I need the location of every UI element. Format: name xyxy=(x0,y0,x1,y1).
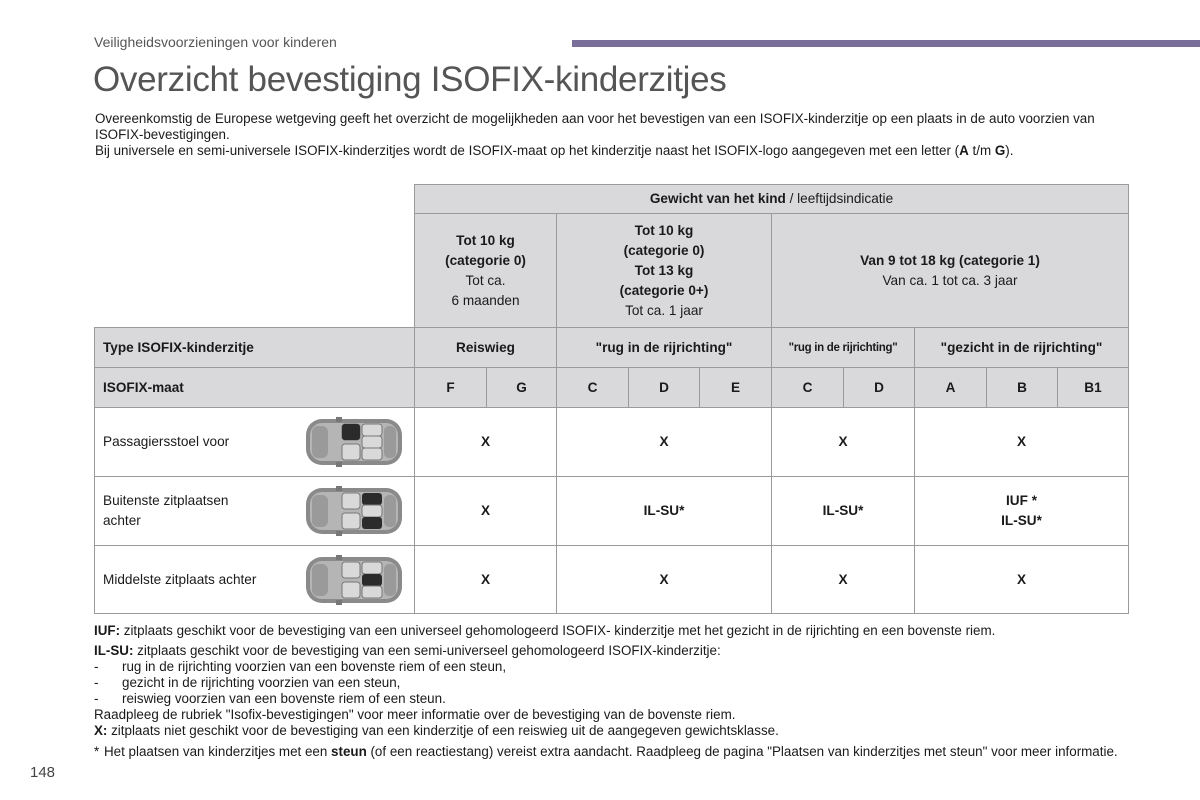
size-row xyxy=(95,368,1129,408)
footnote xyxy=(94,744,1134,760)
intro-paragraph-1: Overeenkomstig de Europese wetgeving geeft het overzicht de mogelijkheden aan voor het bevestigen van een ISOFIX-kinderzitje op een plaats in de auto voorzien van ISOFIX-bevestigingen. xyxy=(95,111,1095,142)
note-refer: Raadpleeg de rubriek "Isofix-bevestigingen" voor meer informatie over de bevestiging van de bovenste riem. xyxy=(94,707,736,722)
seat-label-middle-rear: Middelste zitplaats achter xyxy=(95,546,415,614)
table-row xyxy=(95,477,1129,546)
intro-paragraph-2: Bij universele en semi-universele ISOFIX-kinderzitjes wordt de ISOFIX-maat op het kinderzitje naast het ISOFIX-logo aangegeven met een letter (A t/m G). xyxy=(95,143,1014,158)
size-cell: D xyxy=(629,368,700,408)
cell-middle-rear-facing: X xyxy=(557,546,772,614)
size-cell: E xyxy=(700,368,772,408)
seat-label-outer-rear: Buitenste zitplaatsen achter xyxy=(95,477,415,546)
page-number: 148 xyxy=(30,764,56,781)
size-cell: D xyxy=(844,368,915,408)
size-label: ISOFIX-maat xyxy=(95,368,415,408)
note-x: X: zitplaats niet geschikt voor de bevestiging van een kinderzitje of een reiswieg uit de aangegeven gewichtsklasse. xyxy=(94,723,779,738)
footnote-star: * xyxy=(94,744,100,759)
table-row xyxy=(95,408,1129,477)
type-forward-facing: "gezicht in de rijrichting" xyxy=(915,328,1129,368)
cell-middle-rear-facing-cat1: X xyxy=(772,546,915,614)
car-front-seat-icon xyxy=(304,414,404,470)
weight-group-3: Van 9 tot 18 kg (categorie 1) Van ca. 1 tot ca. 3 jaar xyxy=(772,214,1129,328)
type-rear-facing-cat1: "rug in de rijrichting" xyxy=(772,328,915,368)
size-cell: B1 xyxy=(1058,368,1129,408)
size-cell: G xyxy=(487,368,557,408)
section-bar xyxy=(572,40,1200,47)
size-cell: A xyxy=(915,368,987,408)
type-label: Type ISOFIX-kinderzitje xyxy=(95,328,415,368)
cell-outer-rear-facing-cat1: IL-SU* xyxy=(772,477,915,546)
intro-text xyxy=(95,111,1135,159)
size-cell: C xyxy=(772,368,844,408)
table-row xyxy=(95,546,1129,614)
footnote-text: Het plaatsen van kinderzitjes met een steun (of een reactiestang) vereist extra aandacht. Raadpleeg de pagina "Plaatsen van kinderzitjes met steun" voor meer informatie. xyxy=(104,744,1118,759)
note-iuf: IUF: zitplaats geschikt voor de bevestiging van een universeel gehomologeerd ISOFIX- kinderzitje met het gezicht in de rijrichting en een bovenste riem. xyxy=(94,623,996,638)
cell-middle-reiswieg: X xyxy=(415,546,557,614)
cell-front-reiswieg: X xyxy=(415,408,557,477)
list-item: - gezicht in de rijrichting voorzien van een steun, xyxy=(94,675,401,690)
type-reiswieg: Reiswieg xyxy=(415,328,557,368)
cell-outer-reiswieg: X xyxy=(415,477,557,546)
cell-outer-rear-facing: IL-SU* xyxy=(557,477,772,546)
weight-header: Gewicht van het kind / leeftijdsindicatie xyxy=(415,185,1129,214)
cell-middle-forward-facing: X xyxy=(915,546,1129,614)
type-rear-facing: "rug in de rijrichting" xyxy=(557,328,772,368)
weight-group-1: Tot 10 kg (categorie 0) Tot ca. 6 maanden xyxy=(415,214,557,328)
size-cell: C xyxy=(557,368,629,408)
size-cell: B xyxy=(987,368,1058,408)
legend-notes xyxy=(94,623,1144,739)
note-ilsu: IL-SU: zitplaats geschikt voor de bevestiging van een semi-universeel gehomologeerd ISOFIX-kinderzitje: xyxy=(94,643,721,658)
cell-front-rear-facing: X xyxy=(557,408,772,477)
page-title: Overzicht bevestiging ISOFIX-kinderzitjes xyxy=(93,60,727,99)
cell-front-rear-facing-cat1: X xyxy=(772,408,915,477)
car-middle-rear-seat-icon xyxy=(304,552,404,608)
section-title: Veiligheidsvoorzieningen voor kinderen xyxy=(94,34,337,50)
seat-label-front: Passagiersstoel voor xyxy=(95,408,415,477)
weight-group-2: Tot 10 kg (categorie 0) Tot 13 kg (categorie 0+) Tot ca. 1 jaar xyxy=(557,214,772,328)
list-item: - reiswieg voorzien van een bovenste riem of een steun. xyxy=(94,691,446,706)
list-item: - rug in de rijrichting voorzien van een bovenste riem of een steun, xyxy=(94,659,507,674)
size-cell: F xyxy=(415,368,487,408)
car-outer-rear-seats-icon xyxy=(304,483,404,539)
cell-outer-forward-facing: IUF * IL-SU* xyxy=(915,477,1129,546)
cell-front-forward-facing: X xyxy=(915,408,1129,477)
isofix-table xyxy=(94,184,1129,614)
